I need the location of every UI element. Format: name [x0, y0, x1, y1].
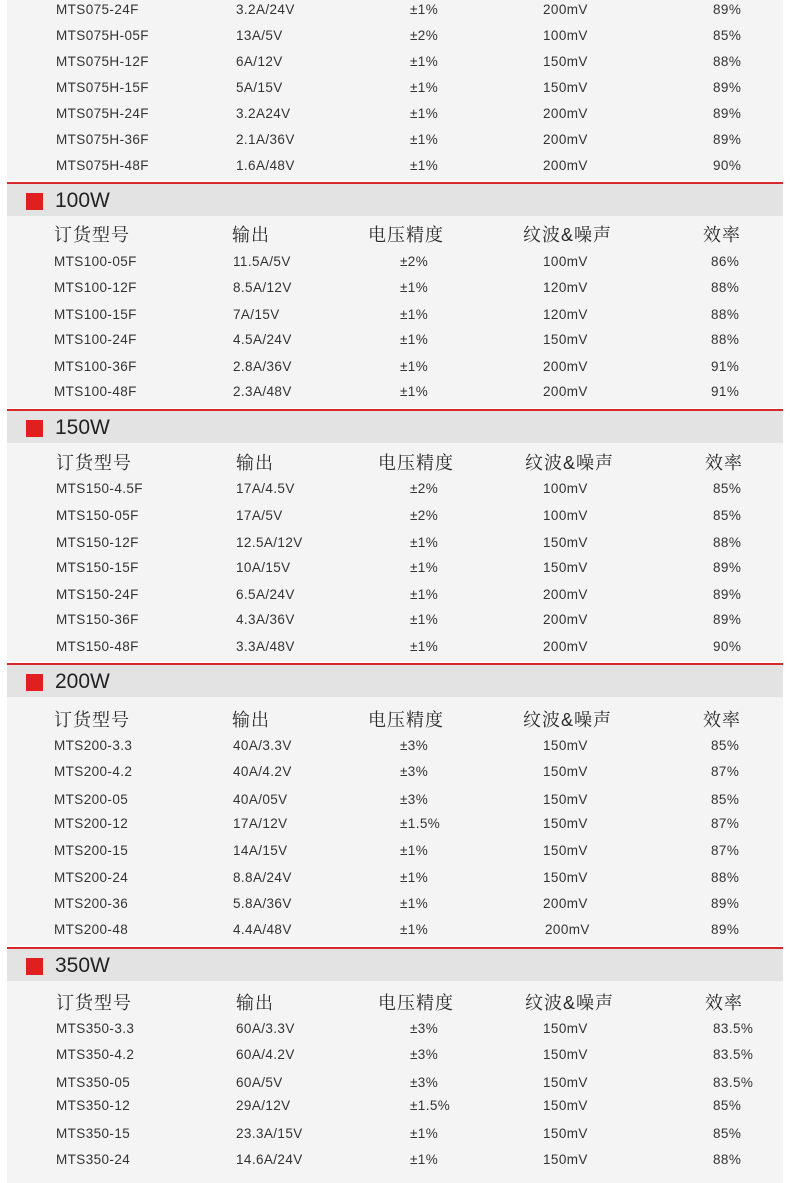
column-header-output: 输出	[232, 225, 270, 245]
cell-voltage-accuracy: ±1%	[410, 132, 439, 147]
table-row	[0, 634, 790, 660]
cell-efficiency: 88%	[713, 54, 742, 69]
cell-efficiency: 87%	[711, 764, 740, 779]
cell-ripple-noise: 100mV	[543, 28, 588, 43]
table-row	[0, 811, 790, 837]
cell-output: 11.5A/5V	[233, 254, 291, 269]
column-header-efficiency: 效率	[703, 710, 741, 730]
cell-ripple-noise: 150mV	[543, 1152, 588, 1167]
cell-voltage-accuracy: ±3%	[400, 764, 429, 779]
cell-output: 8.5A/12V	[233, 280, 292, 295]
cell-model: MTS075H-24F	[56, 106, 149, 121]
cell-ripple-noise: 200mV	[543, 359, 588, 374]
cell-model: MTS075H-48F	[56, 158, 149, 173]
red-square-icon	[26, 958, 43, 975]
column-header-model: 订货型号	[54, 225, 130, 245]
table-row	[0, 23, 790, 49]
cell-output: 23.3A/15V	[236, 1126, 303, 1141]
cell-voltage-accuracy: ±1%	[410, 54, 439, 69]
cell-output: 2.8A/36V	[233, 359, 292, 374]
cell-model: MTS100-05F	[54, 254, 137, 269]
cell-ripple-noise: 200mV	[543, 106, 588, 121]
column-header-efficiency: 效率	[703, 225, 741, 245]
cell-output: 3.3A/48V	[236, 639, 295, 654]
table-row	[0, 49, 790, 75]
cell-ripple-noise: 200mV	[543, 384, 588, 399]
cell-voltage-accuracy: ±3%	[400, 792, 429, 807]
cell-efficiency: 89%	[711, 896, 740, 911]
cell-model: MTS350-12	[56, 1098, 131, 1113]
cell-model: MTS350-3.3	[56, 1021, 135, 1036]
cell-model: MTS350-15	[56, 1126, 131, 1141]
cell-efficiency: 89%	[713, 560, 742, 575]
cell-voltage-accuracy: ±1%	[400, 332, 429, 347]
cell-ripple-noise: 150mV	[543, 80, 588, 95]
column-header-ripple-noise: 纹波&噪声	[525, 993, 615, 1013]
cell-model: MTS100-48F	[54, 384, 137, 399]
section-header	[7, 409, 783, 443]
cell-output: 4.5A/24V	[233, 332, 292, 347]
table-row	[0, 1093, 790, 1119]
cell-model: MTS350-24	[56, 1152, 131, 1167]
cell-model: MTS100-24F	[54, 332, 137, 347]
cell-voltage-accuracy: ±2%	[410, 481, 439, 496]
cell-voltage-accuracy: ±2%	[410, 508, 439, 523]
column-header-model: 订货型号	[56, 993, 132, 1013]
cell-ripple-noise: 120mV	[543, 280, 588, 295]
cell-efficiency: 91%	[711, 384, 740, 399]
table-row	[0, 153, 790, 179]
cell-ripple-noise: 150mV	[543, 792, 588, 807]
cell-ripple-noise: 150mV	[543, 816, 588, 831]
cell-voltage-accuracy: ±1%	[410, 587, 439, 602]
column-header-voltage-accuracy: 电压精度	[378, 993, 454, 1013]
cell-voltage-accuracy: ±1.5%	[410, 1098, 451, 1113]
cell-output: 6A/12V	[236, 54, 283, 69]
cell-model: MTS150-24F	[56, 587, 139, 602]
cell-output: 40A/4.2V	[233, 764, 292, 779]
cell-model: MTS150-4.5F	[56, 481, 143, 496]
cell-efficiency: 85%	[713, 1098, 742, 1113]
cell-output: 1.6A/48V	[236, 158, 295, 173]
table-row	[0, 759, 790, 785]
cell-output: 4.3A/36V	[236, 612, 295, 627]
cell-efficiency: 85%	[713, 28, 742, 43]
cell-efficiency: 91%	[711, 359, 740, 374]
cell-model: MTS075H-15F	[56, 80, 149, 95]
cell-efficiency: 88%	[711, 280, 740, 295]
cell-efficiency: 85%	[713, 508, 742, 523]
column-header-voltage-accuracy: 电压精度	[368, 225, 444, 245]
cell-model: MTS100-15F	[54, 307, 137, 322]
table-header-row	[0, 707, 790, 733]
section-header	[7, 947, 783, 981]
cell-ripple-noise: 150mV	[543, 560, 588, 575]
cell-efficiency: 86%	[711, 254, 740, 269]
table-row	[0, 1121, 790, 1147]
cell-ripple-noise: 120mV	[543, 307, 588, 322]
cell-output: 12.5A/12V	[236, 535, 303, 550]
cell-ripple-noise: 150mV	[543, 1075, 588, 1090]
cell-ripple-noise: 150mV	[543, 1098, 588, 1113]
column-header-output: 输出	[236, 993, 274, 1013]
table-row	[0, 1042, 790, 1068]
table-row	[0, 249, 790, 275]
cell-ripple-noise: 150mV	[543, 1021, 588, 1036]
cell-efficiency: 89%	[713, 587, 742, 602]
cell-output: 5A/15V	[236, 80, 283, 95]
cell-ripple-noise: 200mV	[543, 639, 588, 654]
cell-efficiency: 83.5%	[713, 1021, 754, 1036]
red-square-icon	[26, 674, 43, 691]
cell-output: 8.8A/24V	[233, 870, 292, 885]
cell-voltage-accuracy: ±1%	[410, 639, 439, 654]
cell-efficiency: 89%	[713, 132, 742, 147]
cell-efficiency: 89%	[713, 106, 742, 121]
cell-model: MTS150-05F	[56, 508, 139, 523]
cell-voltage-accuracy: ±1%	[400, 896, 429, 911]
cell-efficiency: 85%	[713, 481, 742, 496]
column-header-voltage-accuracy: 电压精度	[378, 453, 454, 473]
cell-model: MTS150-48F	[56, 639, 139, 654]
cell-efficiency: 88%	[711, 332, 740, 347]
cell-efficiency: 83.5%	[713, 1047, 754, 1062]
column-header-voltage-accuracy: 电压精度	[368, 710, 444, 730]
cell-ripple-noise: 200mV	[545, 922, 590, 937]
cell-model: MTS150-15F	[56, 560, 139, 575]
cell-voltage-accuracy: ±1.5%	[400, 816, 441, 831]
cell-efficiency: 88%	[713, 1152, 742, 1167]
table-row	[0, 1016, 790, 1042]
table-row	[0, 555, 790, 581]
cell-voltage-accuracy: ±1%	[400, 922, 429, 937]
cell-voltage-accuracy: ±2%	[400, 254, 429, 269]
cell-voltage-accuracy: ±1%	[400, 384, 429, 399]
table-row	[0, 503, 790, 529]
cell-efficiency: 85%	[711, 738, 740, 753]
cell-output: 17A/5V	[236, 508, 283, 523]
cell-model: MTS200-15	[54, 843, 129, 858]
cell-output: 60A/4.2V	[236, 1047, 295, 1062]
cell-ripple-noise: 150mV	[543, 870, 588, 885]
column-header-ripple-noise: 纹波&噪声	[523, 710, 613, 730]
cell-voltage-accuracy: ±1%	[410, 535, 439, 550]
cell-voltage-accuracy: ±2%	[410, 28, 439, 43]
cell-voltage-accuracy: ±1%	[410, 612, 439, 627]
table-row	[0, 101, 790, 127]
cell-voltage-accuracy: ±1%	[410, 80, 439, 95]
cell-output: 7A/15V	[233, 307, 280, 322]
cell-voltage-accuracy: ±1%	[410, 106, 439, 121]
cell-efficiency: 88%	[713, 535, 742, 550]
cell-output: 17A/12V	[233, 816, 288, 831]
table-header-row	[0, 450, 790, 476]
table-row	[0, 75, 790, 101]
table-row	[0, 865, 790, 891]
cell-voltage-accuracy: ±1%	[410, 560, 439, 575]
cell-model: MTS100-36F	[54, 359, 137, 374]
table-row	[0, 891, 790, 917]
table-row	[0, 127, 790, 153]
table-row	[0, 1147, 790, 1173]
column-header-model: 订货型号	[54, 710, 130, 730]
cell-output: 60A/3.3V	[236, 1021, 295, 1036]
table-header-row	[0, 990, 790, 1016]
cell-model: MTS350-4.2	[56, 1047, 135, 1062]
cell-output: 14A/15V	[233, 843, 288, 858]
cell-model: MTS200-48	[54, 922, 129, 937]
cell-voltage-accuracy: ±1%	[400, 280, 429, 295]
cell-model: MTS100-12F	[54, 280, 137, 295]
cell-model: MTS200-12	[54, 816, 129, 831]
cell-output: 17A/4.5V	[236, 481, 295, 496]
cell-output: 40A/3.3V	[233, 738, 292, 753]
cell-voltage-accuracy: ±1%	[400, 359, 429, 374]
cell-output: 29A/12V	[236, 1098, 291, 1113]
cell-model: MTS200-3.3	[54, 738, 133, 753]
cell-model: MTS150-36F	[56, 612, 139, 627]
section-header	[7, 663, 783, 697]
section-title: 150W	[55, 416, 110, 439]
section-title: 350W	[55, 954, 110, 977]
cell-efficiency: 83.5%	[713, 1075, 754, 1090]
cell-ripple-noise: 200mV	[543, 158, 588, 173]
cell-efficiency: 89%	[713, 80, 742, 95]
cell-voltage-accuracy: ±3%	[410, 1075, 439, 1090]
cell-efficiency: 85%	[711, 792, 740, 807]
table-row	[0, 530, 790, 556]
cell-model: MTS150-12F	[56, 535, 139, 550]
cell-model: MTS350-05	[56, 1075, 131, 1090]
cell-ripple-noise: 100mV	[543, 254, 588, 269]
cell-output: 14.6A/24V	[236, 1152, 303, 1167]
cell-efficiency: 90%	[713, 639, 742, 654]
cell-output: 2.1A/36V	[236, 132, 295, 147]
table-row	[0, 379, 790, 405]
cell-voltage-accuracy: ±1%	[400, 843, 429, 858]
table-row	[0, 582, 790, 608]
cell-efficiency: 88%	[711, 870, 740, 885]
cell-ripple-noise: 150mV	[543, 1047, 588, 1062]
cell-voltage-accuracy: ±3%	[410, 1047, 439, 1062]
section-title: 100W	[55, 189, 110, 212]
section-title: 200W	[55, 670, 110, 693]
cell-efficiency: 87%	[711, 843, 740, 858]
cell-model: MTS200-36	[54, 896, 129, 911]
cell-ripple-noise: 200mV	[543, 587, 588, 602]
cell-voltage-accuracy: ±3%	[400, 738, 429, 753]
cell-model: MTS075H-12F	[56, 54, 149, 69]
cell-model: MTS200-24	[54, 870, 129, 885]
cell-efficiency: 89%	[713, 2, 742, 17]
cell-ripple-noise: 100mV	[543, 508, 588, 523]
cell-voltage-accuracy: ±1%	[410, 2, 439, 17]
table-row	[0, 733, 790, 759]
table-row	[0, 0, 790, 23]
column-header-efficiency: 效率	[705, 993, 743, 1013]
table-row	[0, 787, 790, 813]
cell-efficiency: 88%	[711, 307, 740, 322]
cell-ripple-noise: 200mV	[543, 612, 588, 627]
cell-model: MTS075-24F	[56, 2, 139, 17]
column-header-ripple-noise: 纹波&噪声	[525, 453, 615, 473]
cell-voltage-accuracy: ±3%	[410, 1021, 439, 1036]
cell-ripple-noise: 150mV	[543, 738, 588, 753]
cell-efficiency: 90%	[713, 158, 742, 173]
cell-output: 2.3A/48V	[233, 384, 292, 399]
cell-ripple-noise: 200mV	[543, 2, 588, 17]
cell-ripple-noise: 150mV	[543, 535, 588, 550]
cell-ripple-noise: 200mV	[543, 132, 588, 147]
table-header-row	[0, 222, 790, 248]
table-row	[0, 917, 790, 943]
table-row	[0, 354, 790, 380]
section-header	[7, 182, 783, 216]
cell-output: 6.5A/24V	[236, 587, 295, 602]
cell-efficiency: 89%	[713, 612, 742, 627]
table-row	[0, 607, 790, 633]
cell-model: MTS200-05	[54, 792, 129, 807]
table-row	[0, 838, 790, 864]
table-row	[0, 275, 790, 301]
cell-ripple-noise: 150mV	[543, 1126, 588, 1141]
cell-output: 3.2A/24V	[236, 2, 295, 17]
cell-ripple-noise: 200mV	[543, 896, 588, 911]
cell-model: MTS075H-05F	[56, 28, 149, 43]
cell-output: 4.4A/48V	[233, 922, 292, 937]
cell-voltage-accuracy: ±1%	[400, 870, 429, 885]
cell-output: 13A/5V	[236, 28, 283, 43]
cell-ripple-noise: 100mV	[543, 481, 588, 496]
table-row	[0, 327, 790, 353]
table-row	[0, 476, 790, 502]
cell-output: 5.8A/36V	[233, 896, 292, 911]
cell-model: MTS075H-36F	[56, 132, 149, 147]
cell-voltage-accuracy: ±1%	[410, 1126, 439, 1141]
cell-efficiency: 85%	[713, 1126, 742, 1141]
cell-voltage-accuracy: ±1%	[410, 158, 439, 173]
column-header-output: 输出	[236, 453, 274, 473]
red-square-icon	[26, 420, 43, 437]
cell-output: 10A/15V	[236, 560, 291, 575]
column-header-ripple-noise: 纹波&噪声	[523, 225, 613, 245]
cell-voltage-accuracy: ±1%	[400, 307, 429, 322]
red-square-icon	[26, 193, 43, 210]
column-header-model: 订货型号	[56, 453, 132, 473]
column-header-output: 输出	[232, 710, 270, 730]
cell-efficiency: 89%	[711, 922, 740, 937]
cell-ripple-noise: 150mV	[543, 764, 588, 779]
cell-ripple-noise: 150mV	[543, 843, 588, 858]
column-header-efficiency: 效率	[705, 453, 743, 473]
cell-model: MTS200-4.2	[54, 764, 133, 779]
cell-ripple-noise: 150mV	[543, 54, 588, 69]
cell-output: 40A/05V	[233, 792, 288, 807]
cell-output: 3.2A24V	[236, 106, 291, 121]
cell-voltage-accuracy: ±1%	[410, 1152, 439, 1167]
cell-efficiency: 87%	[711, 816, 740, 831]
cell-ripple-noise: 150mV	[543, 332, 588, 347]
table-row	[0, 302, 790, 328]
cell-output: 60A/5V	[236, 1075, 283, 1090]
